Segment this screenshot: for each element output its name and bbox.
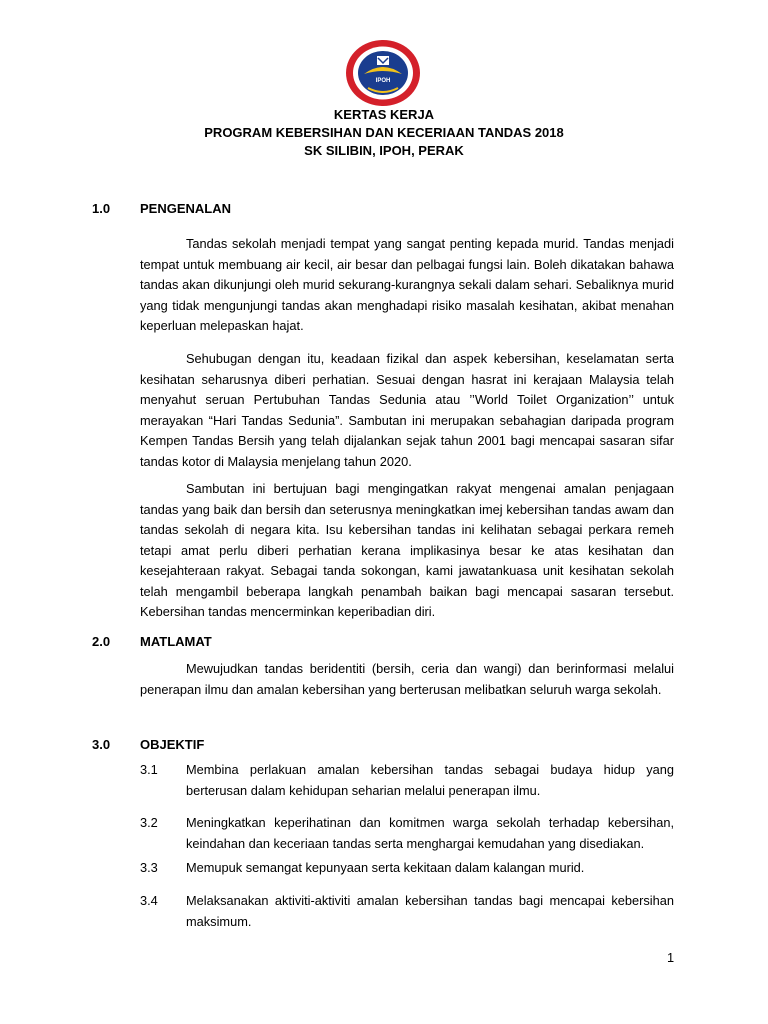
objective-item bbox=[140, 760, 674, 801]
section-heading-pengenalan bbox=[92, 200, 231, 218]
program-title: PROGRAM KEBERSIHAN DAN KECERIAAN TANDAS 2018 bbox=[204, 125, 564, 140]
school-name: SK SILIBIN, IPOH, PERAK bbox=[304, 143, 464, 158]
svg-text:IPOH: IPOH bbox=[375, 78, 391, 84]
objective-item bbox=[140, 891, 674, 932]
doc-type-title: KERTAS KERJA bbox=[333, 107, 435, 122]
objective-text: Membina perlakuan amalan kebersihan tandas sebagai budaya hidup yang berterusan dalam kehidupan seharian melalui penerapan ilmu. bbox=[186, 762, 674, 798]
paragraph: Sambutan ini bertujuan bagi mengingatkan rakyat mengenai amalan penjagaan tandas yang baik dan bersih dan seterusnya meningkatkan imej kebersihan tandas awam dan tandas sekolah di negara kita. Isu kebersihan tandas ini kelihatan sebagai perkara remeh tetapi amat perlu diberi perhatian kerana implikasinya besar ke atas kesihatan dan kesejahteraan rakyat. Sebagai tanda sokongan, kami jawatankuasa unit kesihatan sekolah telah mengambil beberapa langkah penambah baikan bagi mencapai sasaran tersebut. Kebersihan tandas mencerminkan keperibadian diri. bbox=[140, 481, 674, 619]
section-number: 3.0 bbox=[92, 737, 111, 752]
paragraph: Tandas sekolah menjadi tempat yang sangat penting kepada murid. Tandas menjadi tempat untuk membuang air kecil, air besar dan pelbagai fungsi lain. Boleh dikatakan bahawa tandas akan dikunjungi oleh murid sekurang-kurangnya sekali dalam sehari. Sebaliknya murid yang tidak mengunjungi tandas akan menghadapi risiko masalah kesihatan, akibat menahan keperluan melepaskan hajat. bbox=[140, 236, 674, 333]
objective-number: 3.2 bbox=[140, 815, 158, 830]
objective-text: Meningkatkan keperihatinan dan komitmen warga sekolah terhadap kebersihan, keindahan dan keceriaan tandas serta menghargai kemudahan yang disediakan. bbox=[186, 815, 674, 851]
section-title: MATLAMAT bbox=[140, 634, 212, 649]
objective-item bbox=[140, 858, 674, 879]
objective-number: 3.3 bbox=[140, 860, 158, 875]
page-number: 1 bbox=[667, 950, 675, 965]
objective-number: 3.4 bbox=[140, 893, 158, 908]
section-title: PENGENALAN bbox=[140, 201, 232, 216]
school-crest-logo bbox=[344, 38, 422, 108]
objective-item bbox=[140, 813, 674, 854]
objective-number: 3.1 bbox=[140, 762, 158, 777]
section-number: 1.0 bbox=[92, 201, 111, 216]
objective-text: Memupuk semangat kepunyaan serta kekitaan dalam kalangan murid. bbox=[186, 860, 585, 875]
section-title: OBJEKTIF bbox=[140, 737, 205, 752]
paragraph: Sehubugan dengan itu, keadaan fizikal dan aspek kebersihan, keselamatan serta kesihatan seharusnya diberi perhatian. Sesuai dengan hasrat ini kerajaan Malaysia telah menyahut seruan Pertubuhan Tandas Sedunia atau ’’World Toilet Organization’’ untuk merayakan “Hari Tandas Sedunia”. Sambutan ini merupakan sebahagian daripada program Kempen Tandas Bersih yang telah dijalankan sejak tahun 2001 bagi mencapai sasaran sifar tandas kotor di Malaysia menjelang tahun 2020. bbox=[140, 351, 674, 469]
objective-text: Melaksanakan aktiviti-aktiviti amalan kebersihan tandas bagi mencapai kebersihan maksimum. bbox=[186, 893, 674, 929]
section-heading-objektif bbox=[92, 736, 204, 754]
paragraph: Mewujudkan tandas beridentiti (bersih, ceria dan wangi) dan berinformasi melalui penerapan ilmu dan amalan kebersihan yang berterusan melibatkan seluruh warga sekolah. bbox=[140, 661, 674, 697]
section-heading-matlamat bbox=[92, 633, 212, 651]
section-number: 2.0 bbox=[92, 634, 111, 649]
